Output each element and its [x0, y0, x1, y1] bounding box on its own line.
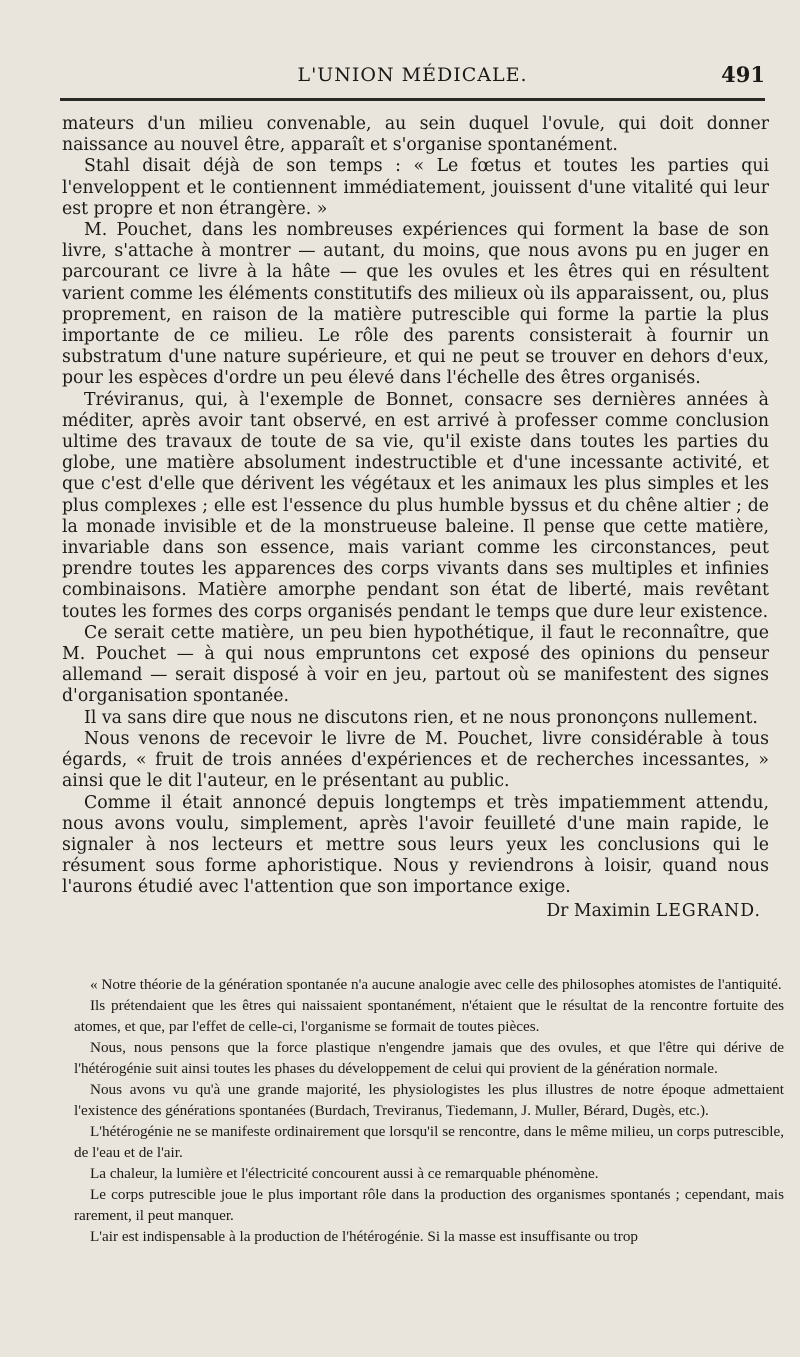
article-body [62, 114, 769, 922]
paragraph: Tréviranus, qui, à l'exemple de Bonnet, consacre ses dernières années à méditer, après avoir tant observé, en est arrivé à professer comme conclusion ultime des travaux de toute de sa vie, qu'il existe dans toutes les parties du globe, une matière absolument indestructible et d'une incessante activité, et que c'est d'elle que dérivent les végétaux et les animaux les plus simples et les plus complexes ; elle est l'essence du plus humble byssus et du chêne altier ; de la monade invisible et de la monstrueuse baleine. Il pense que cette matière, invariable dans son essence, mais variant comme les circonstances, peut prendre toutes les apparences des corps vivants dans ses multiples et infinies combinaisons. Matière amorphe pendant son état de liberté, mais revêtant toutes les formes des corps organisés pendant le temps que dure leur existence. [62, 389, 769, 622]
note-paragraph: Nous avons vu qu'à une grande majorité, les physiologistes les plus illustres de notre époque admettaient l'existence des générations spontanées (Burdach, Treviranus, Tiedemann, J. Muller, Bérard, Dugès, etc.). [74, 1081, 784, 1119]
note-paragraph: Le corps putrescible joue le plus important rôle dans la production des organismes spontanés ; cependant, mais rarement, il peut manquer. [74, 1186, 784, 1224]
running-header [60, 58, 765, 98]
note-paragraph: Nous, nous pensons que la force plastique n'engendre jamais que des ovules, et que l'être qui dérive de l'hétérogénie suit ainsi toutes les phases du développement de celui qui provient de la génération normale. [74, 1039, 784, 1077]
signature-prefix: Dr Maximin [546, 900, 651, 921]
paragraph: Ce serait cette matière, un peu bien hypothétique, il faut le reconnaître, que M. Pouchet — à qui nous empruntons cet exposé des opinions du penseur allemand — serait disposé à voir en jeu, partout où se manifestent des signes d'organisation spontanée. [62, 622, 769, 707]
signature-name: LEGRAND. [655, 900, 761, 921]
paragraph: mateurs d'un milieu convenable, au sein duquel l'ovule, qui doit donner naissance au nouvel être, apparaît et s'organise spontanément. [62, 114, 769, 156]
journal-title: L'UNION MÉDICALE. [297, 64, 528, 86]
quoted-conclusions [74, 974, 784, 1247]
paragraph: Nous venons de recevoir le livre de M. Pouchet, livre considérable à tous égards, « fruit de trois années d'expériences et de recherches incessantes, » ainsi que le dit l'auteur, en le présentant au public. [62, 728, 769, 792]
note-paragraph: L'air est indispensable à la production de l'hétérogénie. Si la masse est insuffisante ou trop [90, 1228, 639, 1245]
note-paragraph: Ils prétendaient que les êtres qui naissaient spontanément, n'étaient que le résultat de la rencontre fortuite des atomes, et que, par l'effet de celle-ci, l'organisme se formait de toutes pièces. [74, 997, 784, 1035]
note-paragraph: L'hétérogénie ne se manifeste ordinairement que lorsqu'il se rencontre, dans le même milieu, un corps putrescible, de l'eau et de l'air. [74, 1123, 784, 1161]
page-number: 491 [721, 62, 765, 87]
author-signature [62, 901, 769, 922]
paragraph: M. Pouchet, dans les nombreuses expériences qui forment la base de son livre, s'attache à montrer — autant, du moins, que nous avons pu en juger en parcourant ce livre à la hâte — que les ovules et les êtres qui en résultent varient comme les éléments constitutifs des milieux où ils apparaissent, ou, plus proprement, en raison de la matière putrescible qui forme la partie la plus importante de ce milieu. Le rôle des parents consisterait à fournir un substratum d'une nature supérieure, et qui ne peut se trouver en dehors d'eux, pour les espèces d'ordre un peu élevé dans l'échelle des êtres organisés. [62, 220, 769, 389]
header-rule [60, 98, 765, 101]
paragraph: Comme il était annoncé depuis longtemps et très impatiemment attendu, nous avons voulu, simplement, après l'avoir feuilleté d'une main rapide, le signaler à nos lecteurs et mettre sous leurs yeux les conclusions qui le résument sous forme aphoristique. Nous y reviendrons à loisir, quand nous l'aurons étudié avec l'attention que son importance exige. [62, 792, 769, 898]
note-paragraph: « Notre théorie de la génération spontanée n'a aucune analogie avec celle des philosophes atomistes de l'antiquité. [90, 976, 782, 993]
note-paragraph: La chaleur, la lumière et l'électricité concourent aussi à ce remarquable phénomène. [90, 1165, 599, 1182]
paragraph: Il va sans dire que nous ne discutons rien, et ne nous prononçons nullement. [84, 707, 758, 728]
paragraph: Stahl disait déjà de son temps : « Le fœtus et toutes les parties qui l'enveloppent et le contiennent immédiatement, jouissent d'une vitalité qui leur est propre et non étrangère. » [62, 156, 769, 219]
